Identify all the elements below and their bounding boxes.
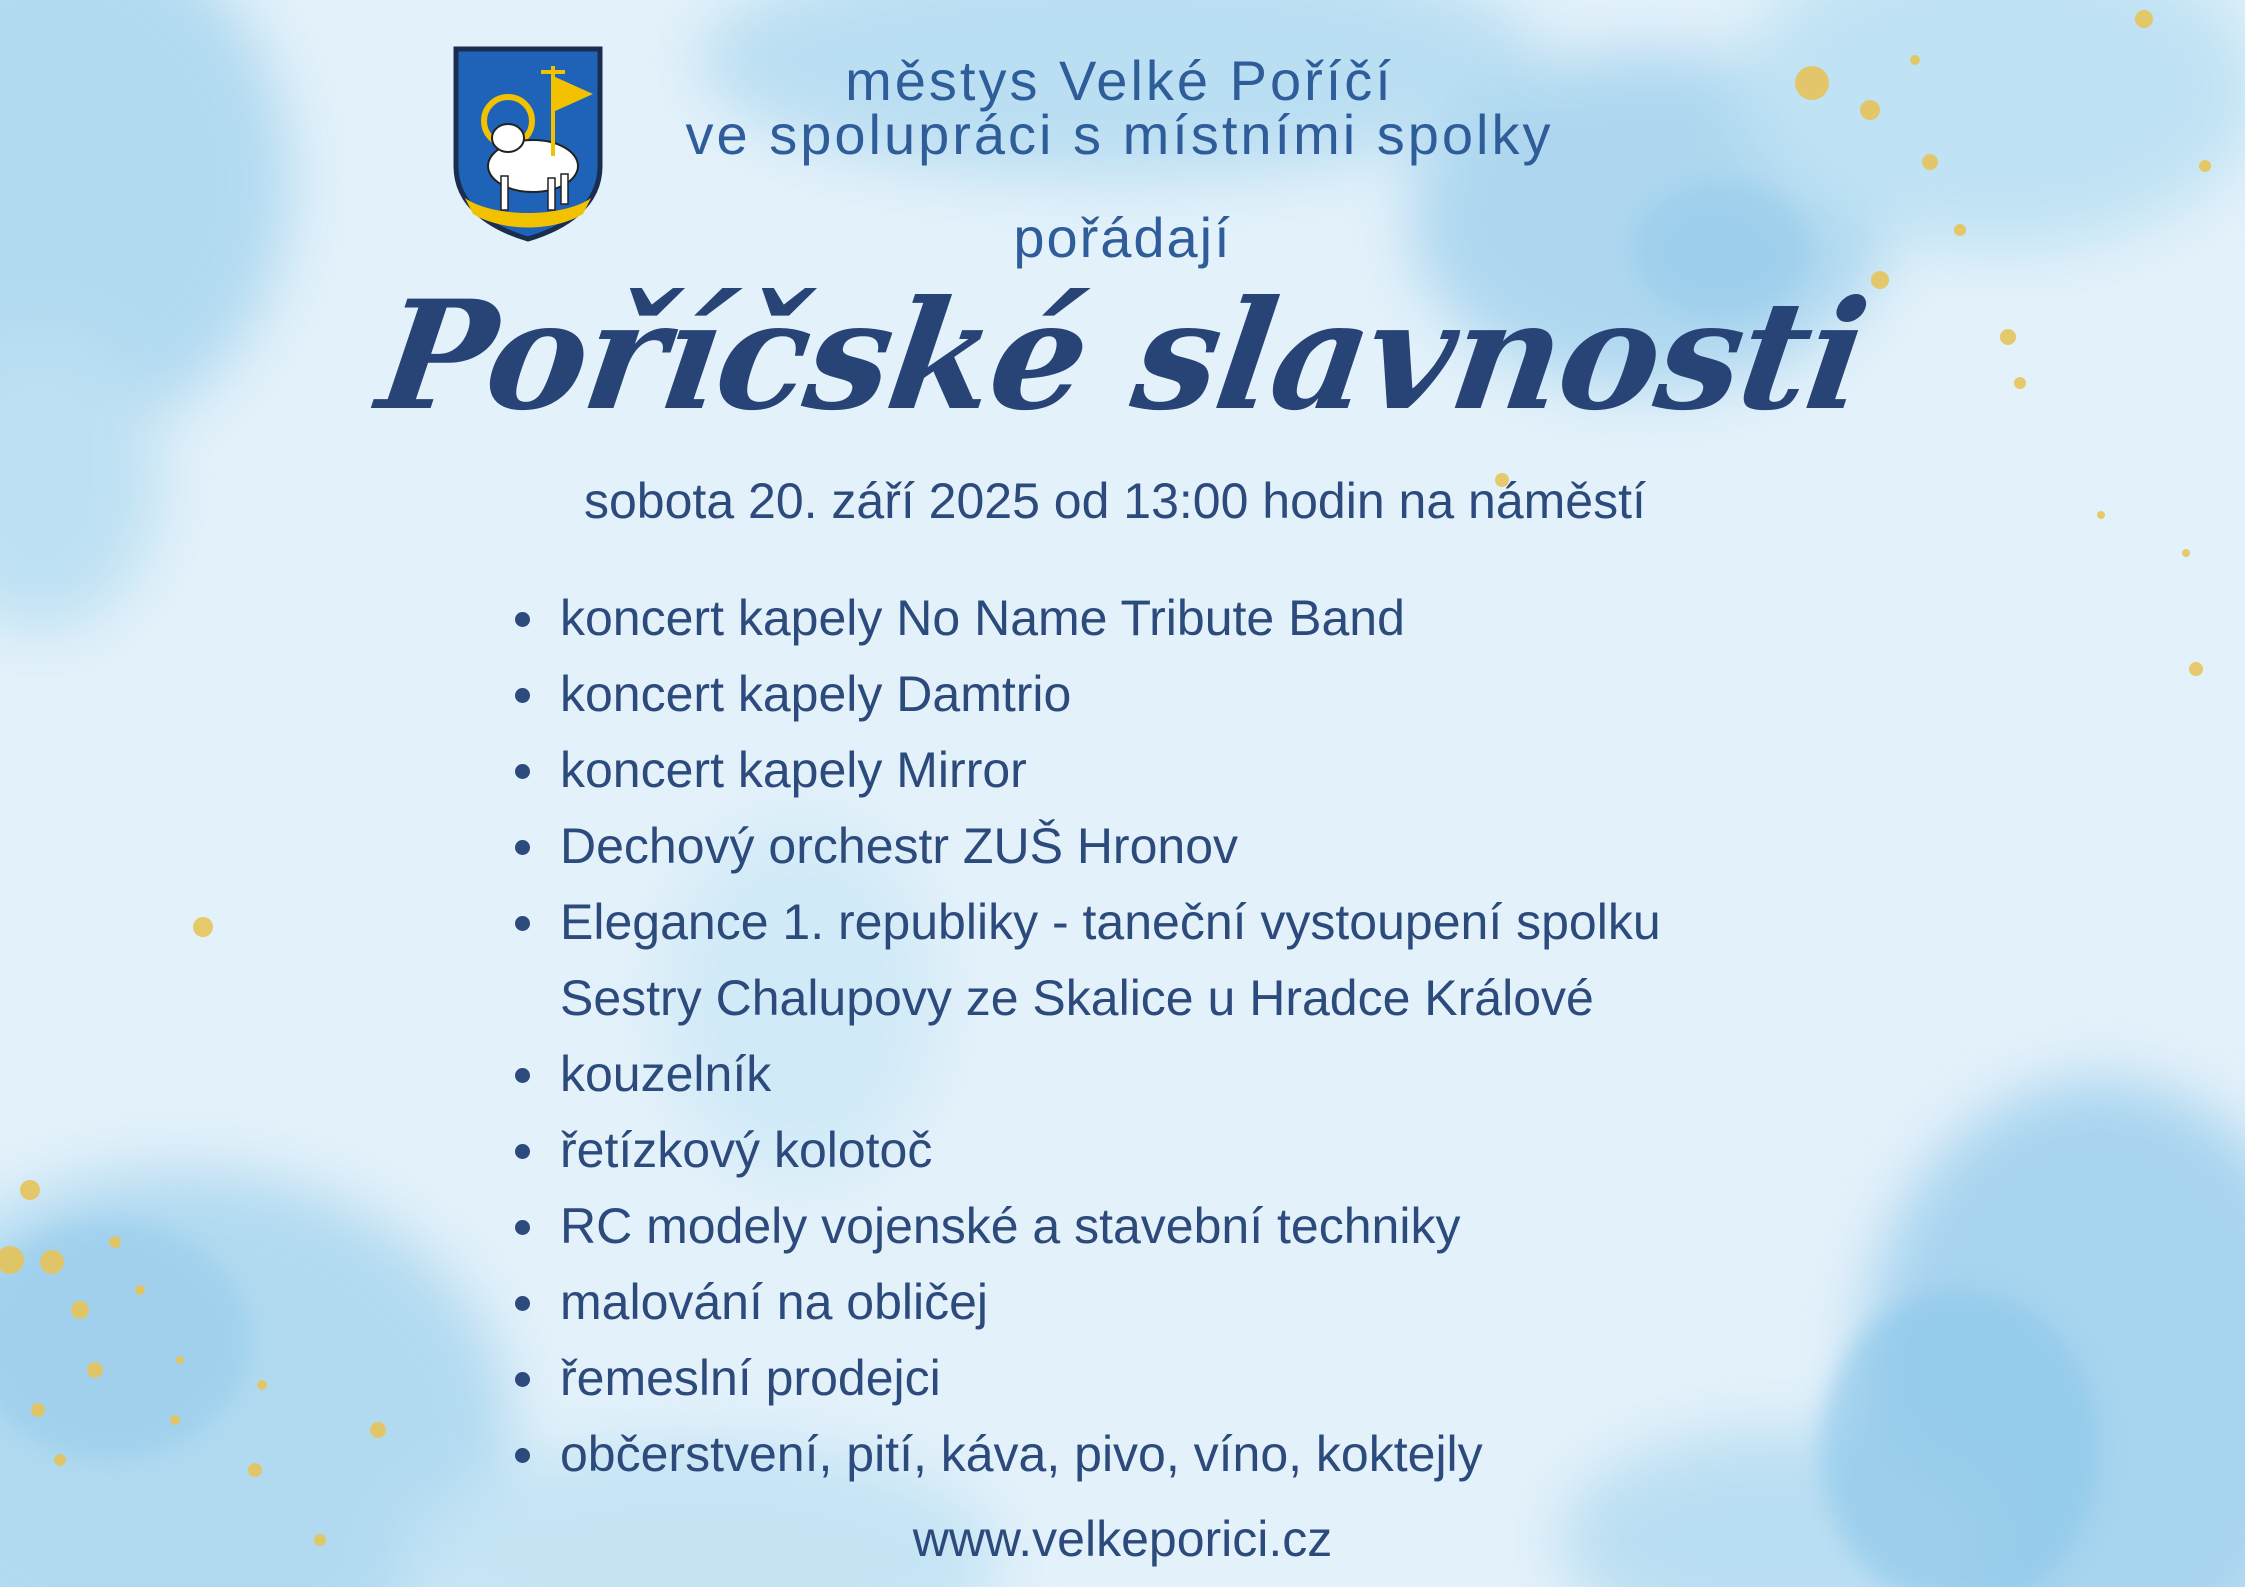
program-list <box>510 580 1661 1492</box>
program-item-continuation: Sestry Chalupovy ze Skalice u Hradce Králové <box>560 970 1594 1026</box>
program-item: Dechový orchestr ZUŠ Hronov <box>510 808 1661 884</box>
program-item: koncert kapely Damtrio <box>510 656 1661 732</box>
website-link[interactable]: www.velkeporici.cz <box>912 1511 1333 1567</box>
program-item: koncert kapely Mirror <box>510 732 1661 808</box>
event-title: Poříčské slavnosti <box>369 268 1876 444</box>
program-item: RC modely vojenské a stavební techniky <box>510 1188 1661 1264</box>
program-item: řemeslní prodejci <box>510 1340 1661 1416</box>
program-item: koncert kapely No Name Tribute Band <box>510 580 1661 656</box>
organizer-line-1: městys Velké Poříčí <box>845 49 1394 112</box>
program-item: kouzelník <box>510 1036 1661 1112</box>
program-item: malování na obličej <box>510 1264 1661 1340</box>
organizer-line-2: ve spolupráci s místními spolky <box>685 103 1554 166</box>
organize-label: pořádají <box>1013 206 1232 269</box>
program-item: Elegance 1. republiky - taneční vystoupení spolku <box>510 884 1661 960</box>
event-date-line: sobota 20. září 2025 od 13:00 hodin na náměstí <box>584 473 1646 529</box>
program-item: řetízkový kolotoč <box>510 1112 1661 1188</box>
program-item: občerstvení, pití, káva, pivo, víno, koktejly <box>510 1416 1661 1492</box>
